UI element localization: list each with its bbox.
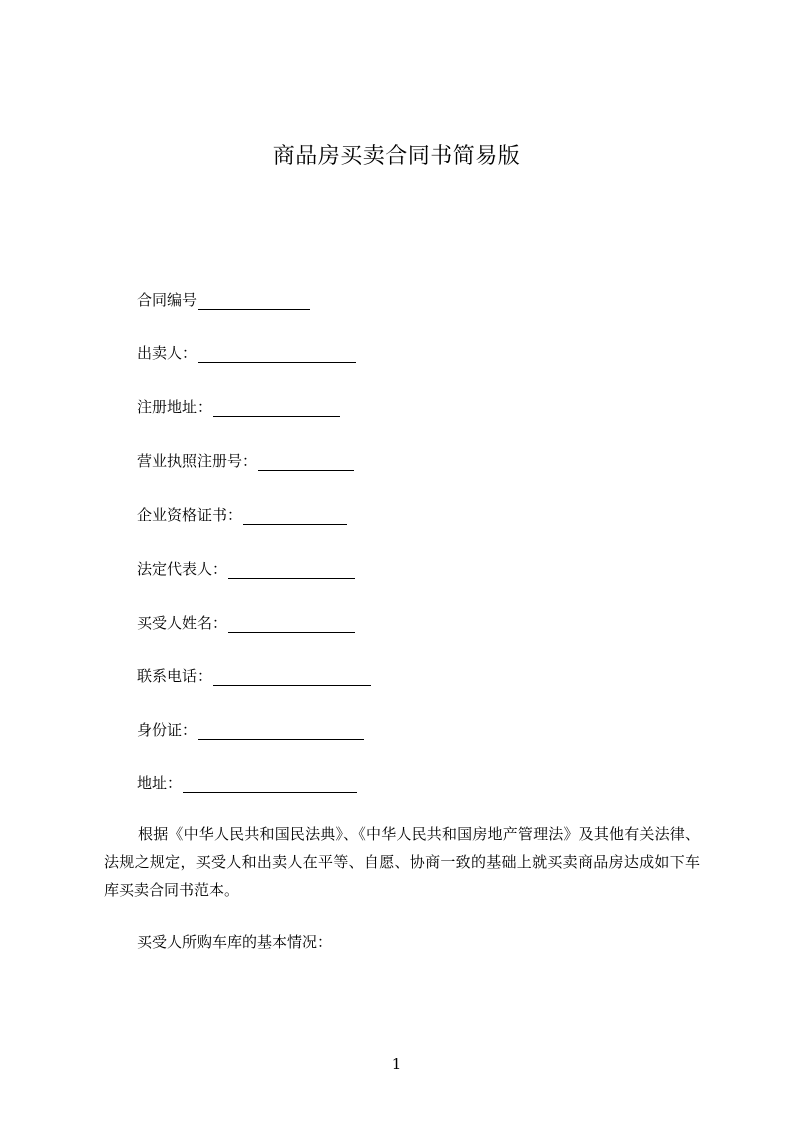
- business-license-field: [137, 451, 354, 471]
- id-card-field: [137, 720, 364, 740]
- phone-blank[interactable]: [213, 669, 371, 686]
- phone-field: [137, 666, 371, 686]
- contract-number-blank[interactable]: [198, 293, 310, 310]
- seller-field: [137, 343, 356, 363]
- seller-blank[interactable]: [198, 346, 356, 363]
- preamble-text: 根据《中华人民共和国民法典》、《中华人民共和国房地产管理法》及其他有关法律、法规之规定，买受人和出卖人在平等、自愿、协商一致的基础上就买卖商品房达成如下车库买卖合同书范本。: [104, 825, 700, 899]
- preamble-paragraph: [104, 820, 700, 904]
- id-card-blank[interactable]: [198, 723, 364, 740]
- page-number: 1: [391, 1055, 402, 1073]
- qualification-cert-blank[interactable]: [243, 508, 347, 525]
- legal-representative-blank[interactable]: [228, 562, 355, 579]
- qualification-cert-label: 企业资格证书：: [137, 506, 243, 524]
- legal-representative-label: 法定代表人：: [137, 560, 228, 578]
- buyer-name-field: [137, 613, 355, 633]
- phone-label: 联系电话：: [137, 667, 213, 685]
- address-field: [137, 773, 357, 793]
- id-card-label: 身份证：: [137, 721, 198, 739]
- buyer-name-blank[interactable]: [228, 616, 355, 633]
- contract-number-field: [137, 290, 310, 310]
- document-title: 商品房买卖合同书简易版: [272, 144, 521, 169]
- contract-number-label: 合同编号: [137, 291, 198, 309]
- section-heading: 买受人所购车库的基本情况：: [137, 933, 333, 951]
- legal-representative-field: [137, 559, 355, 579]
- business-license-blank[interactable]: [258, 454, 354, 471]
- registered-address-field: [137, 397, 340, 417]
- registered-address-blank[interactable]: [213, 400, 340, 417]
- address-label: 地址：: [137, 774, 183, 792]
- registered-address-label: 注册地址：: [137, 398, 213, 416]
- qualification-cert-field: [137, 505, 347, 525]
- seller-label: 出卖人：: [137, 344, 198, 362]
- business-license-label: 营业执照注册号：: [137, 452, 258, 470]
- address-blank[interactable]: [183, 776, 357, 793]
- buyer-name-label: 买受人姓名：: [137, 614, 228, 632]
